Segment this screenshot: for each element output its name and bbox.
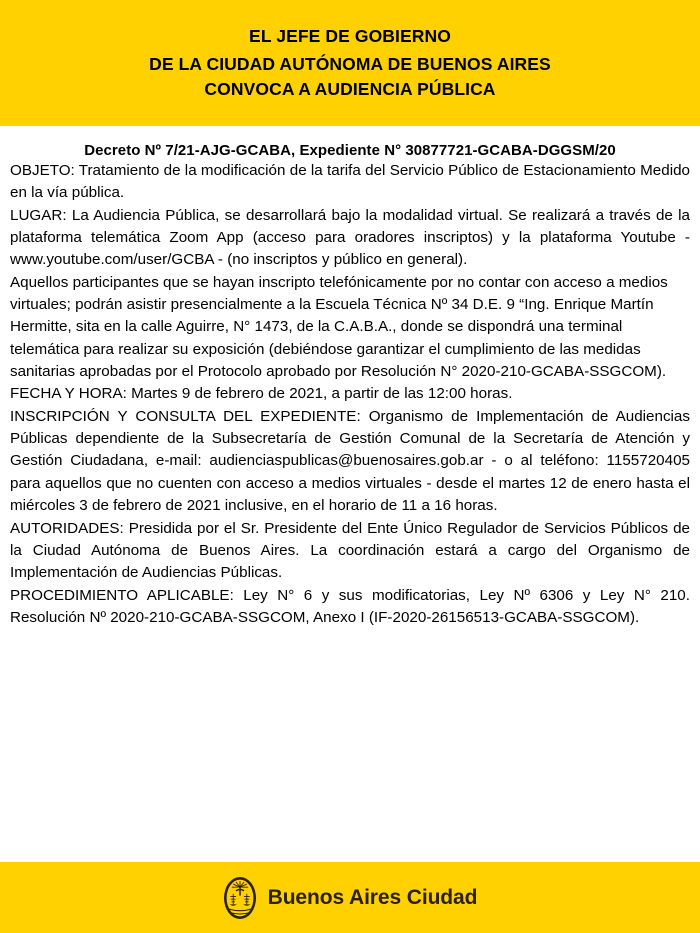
buenos-aires-ciudad-logo <box>223 876 478 920</box>
section-inscripcion: INSCRIPCIÓN Y CONSULTA DEL EXPEDIENTE: Organismo de Implementación de Audiencias Públicas dependiente de la Subsecretaría de Gestión Comunal de la Secretaría de Atención y Gestión Ciudadana, e-mail: audienciaspublicas@buenosaires.gob.ar - o al teléfono: 1155720405 para aquellos que no cuenten con acceso a medios virtuales - desde el martes 12 de enero hasta el miércoles 3 de febrero de 2021 inclusive, en el horario de 11 a 16 horas. <box>10 407 690 515</box>
section-objeto: OBJETO: Tratamiento de la modificación de la tarifa del Servicio Público de Estacionamiento Medido en la vía pública. <box>10 162 690 202</box>
header-title-line-1: EL JEFE DE GOBIERNO <box>249 26 451 47</box>
section-participantes: Aquellos participantes que se hayan inscripto telefónicamente por no contar con acceso a medios virtuales; podrán asistir presencialmente a la Escuela Técnica Nº 34 D.E. 9 “Ing. Enrique Martín Hermitte, sita en la calle Aguirre, N° 1473, de la C.A.B.A., donde se dispondrá una terminal telemática para realizar su exposición (debiéndose garantizar el cumplimiento de las medidas sanitarias aprobadas por el Protocolo aprobado por Resolución N° 2020-210-GCABA-SSGCOM). <box>10 273 668 381</box>
logo-label: Buenos Aires Ciudad <box>267 886 478 909</box>
header-title-line-2: DE LA CIUDAD AUTÓNOMA DE BUENOS AIRES <box>149 54 551 75</box>
section-fecha-y-hora: FECHA Y HORA: Martes 9 de febrero de 2021, a partir de las 12:00 horas. <box>10 385 513 403</box>
header-banner <box>0 0 700 126</box>
section-lugar: LUGAR: La Audiencia Pública, se desarrollará bajo la modalidad virtual. Se realizará a través de la plataforma telemática Zoom App (acceso para oradores inscriptos) y la plataforma Youtube - www.youtube.com/user/GCBA - (no inscriptos y público en general). <box>10 206 690 269</box>
section-procedimiento: PROCEDIMIENTO APLICABLE: Ley N° 6 y sus modificatorias, Ley Nº 6306 y Ley N° 210. Resolución Nº 2020-210-GCABA-SSGCOM, Anexo I (IF-2020-26156513-GCABA-SSGCOM). <box>10 586 690 626</box>
footer-banner <box>0 862 700 933</box>
buenos-aires-coat-of-arms-icon <box>223 876 257 920</box>
header-title-line-3: CONVOCA A AUDIENCIA PÚBLICA <box>204 78 496 99</box>
decree-reference-line: Decreto Nº 7/21-AJG-GCABA, Expediente N° 30877721-GCABA-DGGSM/20 <box>84 142 616 159</box>
document-body <box>0 126 700 862</box>
section-autoridades: AUTORIDADES: Presidida por el Sr. Presidente del Ente Único Regulador de Servicios Públicos de la Ciudad Autónoma de Buenos Aires. La coordinación estará a cargo del Organismo de Implementación de Audiencias Públicas. <box>10 519 690 582</box>
